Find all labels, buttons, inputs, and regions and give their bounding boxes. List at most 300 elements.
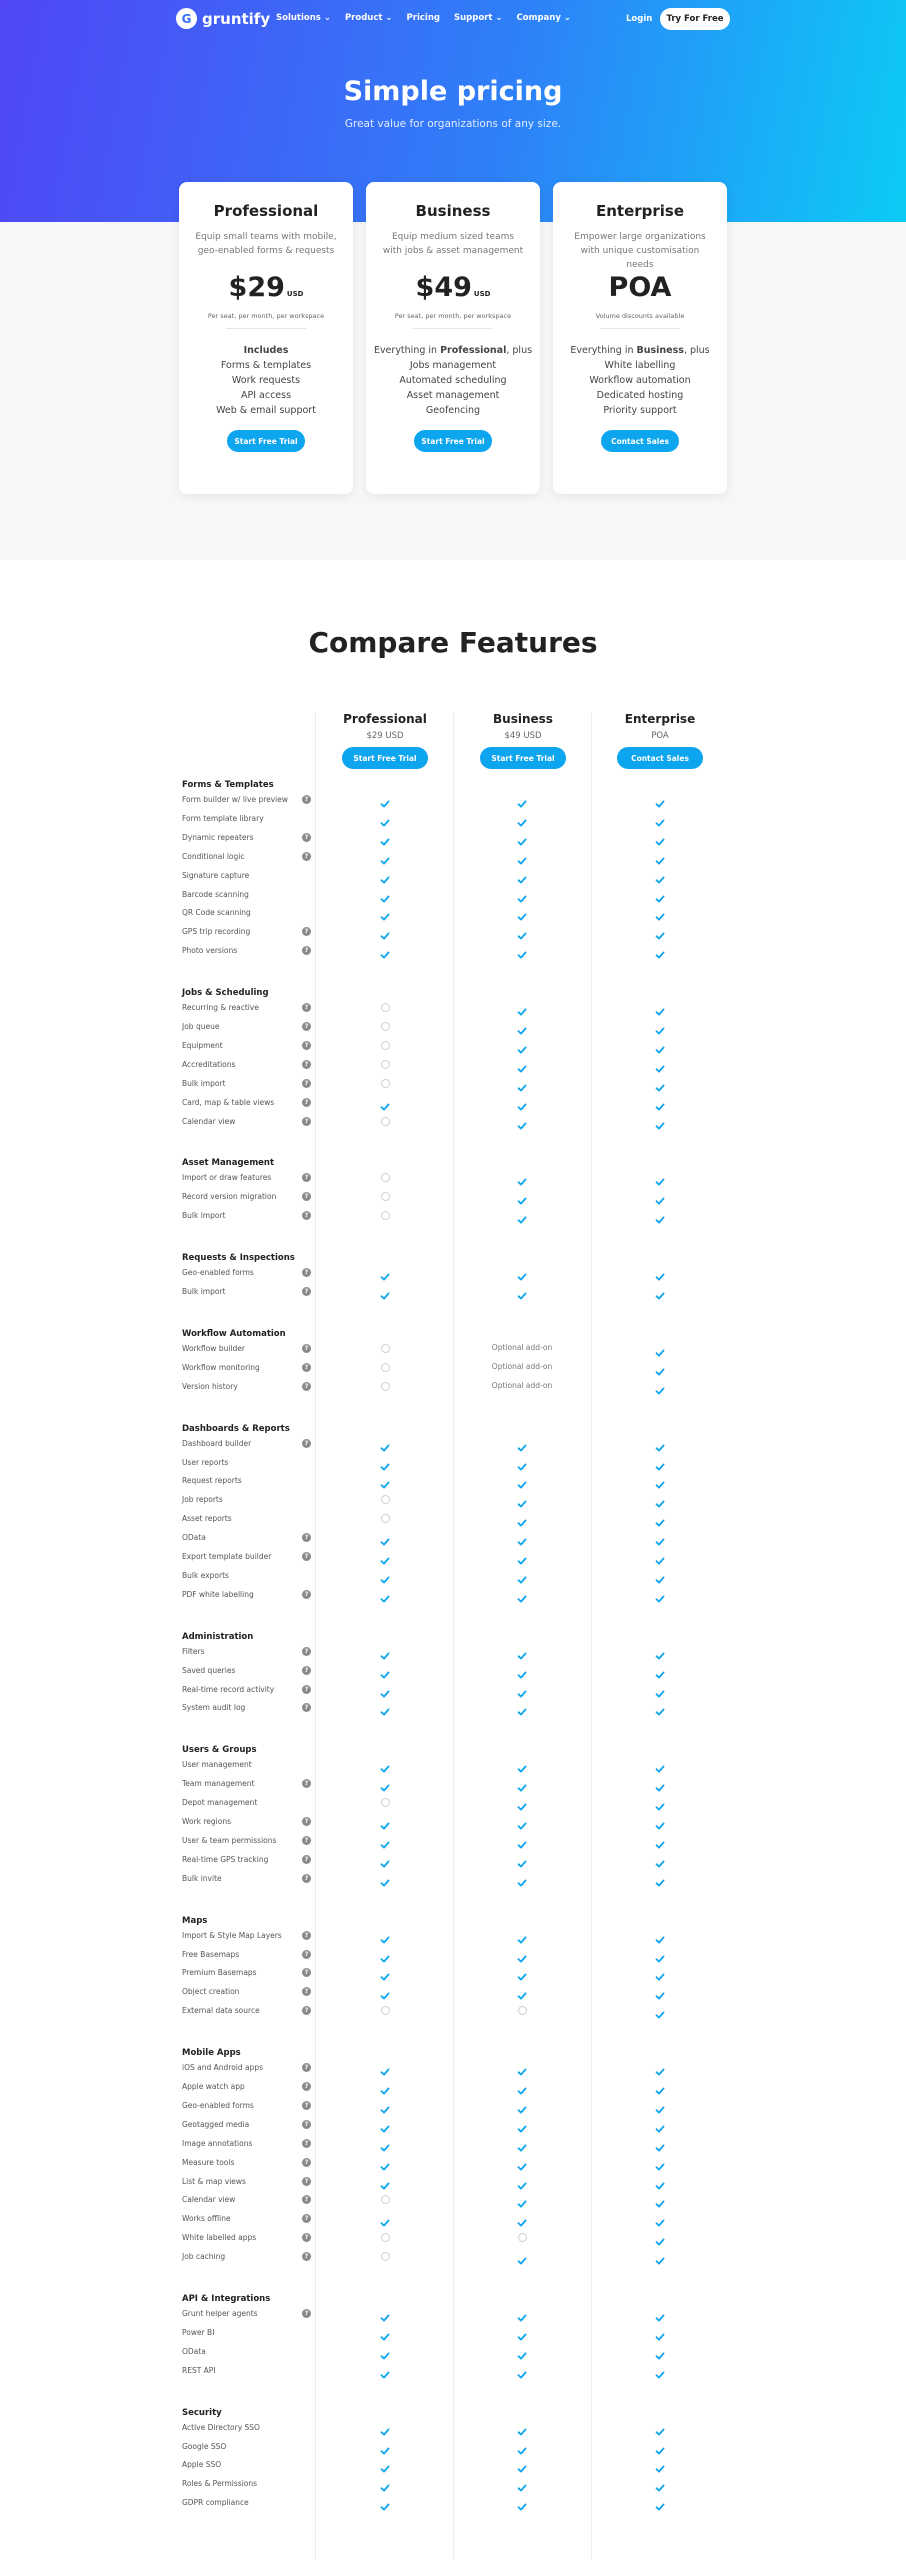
plan-price [366,272,540,306]
check-icon [655,1343,665,1353]
plan-features [553,343,727,418]
check-icon [655,813,665,823]
feature-name: Geotagged media [182,2119,250,2129]
check-icon [517,1986,527,1996]
plan-feature: Jobs management [409,360,497,371]
feature-name: Job caching [182,2252,226,2262]
check-icon [380,870,390,880]
plan-name: Professional [213,202,319,220]
check-icon [655,870,665,880]
help-icon[interactable]: ? [302,1855,311,1864]
check-icon [380,1778,390,1788]
check-icon [517,1967,527,1977]
check-icon [380,832,390,842]
help-icon[interactable]: ? [302,927,311,936]
page-subtitle: Great value for organizations of any size. [344,118,562,130]
feature-name: Calendar view [182,2195,236,2205]
help-icon[interactable]: ? [302,1950,311,1959]
check-icon [517,851,527,861]
help-icon[interactable]: ? [302,1098,311,1107]
check-icon [517,1589,527,1599]
check-icon [655,1702,665,1712]
check-icon [655,2100,665,2110]
help-icon[interactable]: ? [302,1666,311,1675]
check-icon [655,926,665,936]
check-icon [655,1381,665,1391]
help-icon[interactable]: ? [302,2195,311,2204]
plan-card-professional [179,182,353,494]
check-icon [517,2365,527,2375]
check-icon [517,1854,527,1864]
not-included-icon [381,2233,390,2242]
check-icon [517,1097,527,1107]
try-for-free-button[interactable]: Try For Free [660,8,730,30]
menu-company[interactable]: Company ⌄ [516,13,571,23]
section-title: Mobile Apps [182,2048,241,2059]
feature-name: OData [182,1533,206,1543]
plan-feature: Forms & templates [220,360,312,371]
check-icon [655,1362,665,1372]
check-icon [380,1949,390,1959]
not-included-icon [381,1173,390,1182]
feature-name: User & team permissions [182,1835,277,1845]
help-icon[interactable]: ? [302,2233,311,2242]
check-icon [517,2422,527,2432]
check-icon [517,2478,527,2488]
price-note: Volume discounts available [595,312,685,320]
check-icon [655,2213,665,2223]
section-title: Users & Groups [182,1745,257,1756]
feature-name: Object creation [182,1987,240,1997]
check-icon [655,1949,665,1959]
check-icon [517,1286,527,1296]
column-name: Business [493,712,553,726]
check-icon [380,1286,390,1296]
not-included-icon [381,1060,390,1069]
menu-support[interactable]: Support ⌄ [453,13,503,23]
feature-name: Power BI [182,2327,215,2337]
help-icon[interactable]: ? [302,1079,311,1088]
check-icon [517,2346,527,2356]
feature-name: Dynamic repeaters [182,832,254,842]
price-amount: $49 [415,272,472,303]
menu-solutions[interactable]: Solutions ⌄ [276,13,331,23]
plan-description: Empower large organizations with unique customisation needs [574,232,706,270]
feature-name: PDF white labelling [182,1589,254,1599]
feature-name: Works offline [182,2214,231,2224]
help-icon[interactable]: ? [302,1968,311,1977]
check-icon [380,1854,390,1864]
check-icon [517,1267,527,1277]
check-icon [517,945,527,955]
check-icon [380,1551,390,1561]
not-included-icon [381,1022,390,1031]
plan-feature: Everything in Business, plus [570,345,710,356]
check-icon [517,1078,527,1088]
not-included-icon [381,1514,390,1523]
feature-name: Recurring & reactive [182,1003,259,1013]
check-icon [380,2213,390,2223]
not-included-icon [381,1344,390,1353]
check-icon [655,1646,665,1656]
contact-sales-button[interactable]: Contact Sales [601,430,679,452]
feature-name: Measure tools [182,2157,235,2167]
check-icon [655,2422,665,2432]
feature-name: User reports [182,1457,229,1467]
check-icon [655,2251,665,2261]
check-icon [517,1059,527,1069]
feature-name: Google SSO [182,2441,227,2451]
feature-name: User management [182,1760,252,1770]
feature-name: iOS and Android apps [182,2063,264,2073]
help-icon[interactable]: ? [302,2139,311,2148]
check-icon [380,1986,390,1996]
help-icon[interactable]: ? [302,1590,311,1599]
not-included-icon [381,1117,390,1126]
check-icon [380,1816,390,1826]
feature-name: Bulk invite [182,1873,222,1883]
feature-name: Roles & Permissions [182,2479,258,2489]
feature-name: System audit log [182,1703,246,1713]
check-icon [655,1078,665,1088]
plan-name: Enterprise [595,202,685,220]
feature-name: Form template library [182,813,264,823]
brand-logo[interactable] [176,8,270,29]
feature-name: Export template builder [182,1552,272,1561]
not-included-icon [381,2252,390,2261]
not-included-icon [381,1041,390,1050]
feature-name: Team management [182,1779,255,1789]
feature-name: Dashboard builder [182,1438,252,1448]
help-icon[interactable]: ? [302,2252,311,2261]
feature-name: Record version migration [182,1192,277,1202]
help-icon[interactable]: ? [302,1817,311,1826]
column-price: POA [651,731,669,741]
plan-description: Equip medium sized teams with jobs & asset management [382,232,524,256]
check-icon [655,2497,665,2507]
start-free-trial-button[interactable]: Start Free Trial [227,430,305,452]
help-icon[interactable]: ? [302,1647,311,1656]
check-icon [655,2232,665,2242]
check-icon [655,1797,665,1807]
help-icon[interactable]: ? [302,1287,311,1296]
plan-feature: Work requests [231,375,301,386]
optional-addon-label: Optional add-on [491,1380,553,1390]
check-icon [655,1816,665,1826]
feature-name: Real-time GPS tracking [182,1854,269,1864]
plan-feature: Everything in Professional, plus [373,345,533,356]
check-icon [380,1589,390,1599]
divider [600,328,680,329]
start-free-trial-button[interactable]: Start Free Trial [342,747,428,769]
check-icon [517,1684,527,1694]
section-title: Jobs & Scheduling [182,988,269,999]
not-included-icon [381,1495,390,1504]
feature-name: GDPR compliance [182,2498,249,2508]
help-icon[interactable]: ? [302,2082,311,2091]
chevron-down-icon: ⌄ [563,13,571,23]
not-included-icon [381,1211,390,1220]
check-icon [655,1097,665,1107]
feature-name: Photo versions [182,946,238,956]
feature-name: Depot management [182,1798,258,1808]
plan-feature: Dedicated hosting [596,390,684,401]
help-icon[interactable]: ? [302,852,311,861]
help-icon[interactable]: ? [302,1439,311,1448]
compare-column-professional [316,712,454,769]
chevron-down-icon: ⌄ [495,13,503,23]
section-title: Security [182,2407,222,2418]
check-icon [655,1191,665,1201]
plan-feature: White labelling [604,360,676,371]
feature-name: Apple watch app [182,2082,245,2091]
check-icon [380,1759,390,1769]
check-icon [517,1116,527,1126]
check-icon [380,1475,390,1485]
check-icon [655,1665,665,1675]
check-icon [655,1438,665,1448]
feature-name: Active Directory SSO [182,2422,260,2432]
feature-name: GPS trip recording [182,927,251,937]
check-icon [655,1759,665,1769]
help-icon[interactable]: ? [302,1703,311,1712]
check-icon [517,1457,527,1467]
check-icon [655,2138,665,2148]
help-icon[interactable]: ? [302,2177,311,2186]
help-icon[interactable]: ? [302,1041,311,1050]
plan-features [366,343,540,418]
check-icon [655,2478,665,2488]
check-icon [517,1778,527,1788]
optional-addon-label: Optional add-on [491,1342,553,1352]
check-icon [517,2251,527,2261]
divider [413,328,493,329]
check-icon [380,2365,390,2375]
help-icon[interactable]: ? [302,946,311,955]
feature-name: Free Basemaps [182,1949,240,1959]
help-icon[interactable]: ? [302,2063,311,2072]
check-icon [655,1457,665,1467]
check-icon [517,1949,527,1959]
contact-sales-button[interactable]: Contact Sales [617,747,703,769]
check-icon [655,945,665,955]
check-icon [655,1873,665,1883]
feature-name: Work regions [182,1817,232,1826]
help-icon[interactable]: ? [302,1931,311,1940]
feature-name: Filters [182,1646,205,1656]
help-icon[interactable]: ? [302,1211,311,1220]
help-icon[interactable]: ? [302,2214,311,2223]
start-free-trial-button[interactable]: Start Free Trial [414,430,492,452]
feature-name: Barcode scanning [182,889,249,899]
check-icon [380,794,390,804]
check-icon [380,2138,390,2148]
login-link[interactable]: Login [626,14,653,24]
column-price: $49 USD [504,731,542,741]
section-title: Forms & Templates [182,780,274,790]
help-icon[interactable]: ? [302,1363,311,1372]
check-icon [380,926,390,936]
check-icon [655,1475,665,1485]
price-currency: USD [286,290,304,298]
check-icon [655,2308,665,2318]
check-icon [655,1835,665,1845]
help-icon[interactable]: ? [302,1382,311,1391]
plan-feature: API access [240,390,292,401]
not-included-icon [518,2006,527,2015]
feature-name: Saved queries [182,1665,236,1675]
check-icon [517,2459,527,2469]
help-icon[interactable]: ? [302,1533,311,1542]
help-icon[interactable]: ? [302,1022,311,1031]
check-icon [655,1967,665,1977]
plan-description: Equip small teams with mobile, geo-enabled forms & requests [195,232,337,256]
check-icon [517,926,527,936]
feature-name: White labelled apps [182,2233,257,2243]
check-icon [517,794,527,804]
check-icon [380,2422,390,2432]
help-icon[interactable]: ? [302,1987,311,1996]
help-icon[interactable]: ? [302,1836,311,1845]
column-divider [591,712,592,2560]
help-icon[interactable]: ? [302,1779,311,1788]
check-icon [517,813,527,823]
section-title: Maps [182,1915,208,1926]
check-icon [655,1589,665,1599]
feature-name: Request reports [182,1476,242,1486]
check-icon [517,2062,527,2072]
price-amount: $29 [228,272,285,303]
feature-name: Equipment [182,1040,223,1050]
check-icon [517,2194,527,2204]
check-icon [517,2081,527,2091]
section-title: Workflow Automation [182,1328,286,1339]
check-icon [380,2441,390,2451]
check-icon [380,1930,390,1940]
help-icon[interactable]: ? [302,795,311,804]
help-icon[interactable]: ? [302,2120,311,2129]
not-included-icon [381,1382,390,1391]
feature-name: Accreditations [182,1059,236,1069]
feature-name: Grunt helper agents [182,2309,258,2318]
top-nav [176,8,730,40]
check-icon [655,1551,665,1561]
check-icon [517,1210,527,1220]
help-icon[interactable]: ? [302,2158,311,2167]
check-icon [517,2308,527,2318]
check-icon [655,1059,665,1069]
help-icon[interactable]: ? [302,1344,311,1353]
plan-price [179,272,353,306]
check-icon [380,1835,390,1845]
feature-name: Workflow builder [182,1343,245,1353]
feature-name: Import or draw features [182,1173,272,1183]
help-icon[interactable]: ? [302,2101,311,2110]
check-icon [517,2441,527,2451]
plan-card-enterprise [553,182,727,494]
column-name: Professional [343,712,427,726]
help-icon[interactable]: ? [302,1003,311,1012]
check-icon [517,1930,527,1940]
help-icon[interactable]: ? [302,1173,311,1182]
not-included-icon [381,1079,390,1088]
help-icon[interactable]: ? [302,1268,311,1277]
plan-feature: Priority support [603,405,677,416]
check-icon [380,851,390,861]
check-icon [517,2213,527,2223]
feature-name: REST API [182,2365,216,2375]
help-icon[interactable]: ? [302,1552,311,1561]
check-icon [517,2497,527,2507]
check-icon [380,2497,390,2507]
help-icon[interactable]: ? [302,1060,311,1069]
feature-name: Form builder w/ live preview [182,795,289,804]
check-icon [655,2062,665,2072]
plan-feature: Automated scheduling [399,375,507,386]
check-icon [517,1570,527,1580]
help-icon[interactable]: ? [302,2006,311,2015]
plan-feature: Workflow automation [589,375,691,386]
help-icon[interactable]: ? [302,1685,311,1694]
column-price: $29 USD [366,731,404,741]
help-icon[interactable]: ? [302,2309,311,2318]
check-icon [517,1551,527,1561]
menu-pricing[interactable]: Pricing [406,13,440,23]
check-icon [380,1267,390,1277]
feature-name: Bulk import [182,1287,226,1296]
help-icon[interactable]: ? [302,1117,311,1126]
brand-name: gruntify [202,9,271,28]
check-icon [517,1759,527,1769]
check-icon [380,1457,390,1467]
menu-product[interactable]: Product ⌄ [344,13,393,23]
check-icon [655,1286,665,1296]
check-icon [655,1002,665,1012]
check-icon [655,2157,665,2167]
compare-column-business [454,712,592,769]
check-icon [380,889,390,899]
plan-features [179,343,353,418]
check-icon [517,1002,527,1012]
check-icon [655,1021,665,1031]
check-icon [380,2157,390,2167]
check-icon [655,2441,665,2451]
check-icon [517,1532,527,1542]
check-icon [655,1172,665,1182]
feature-name: Job reports [182,1495,223,1505]
feature-name: Premium Basemaps [182,1968,257,1978]
plan-feature: Geofencing [425,405,481,416]
check-icon [655,1854,665,1864]
start-free-trial-button[interactable]: Start Free Trial [480,747,566,769]
not-included-icon [381,1003,390,1012]
check-icon [380,2308,390,2318]
check-icon [517,1021,527,1031]
chevron-down-icon: ⌄ [385,13,393,23]
compare-title: Compare Features [308,626,598,659]
check-icon [655,889,665,899]
help-icon[interactable]: ? [302,833,311,842]
check-icon [380,2346,390,2356]
help-icon[interactable]: ? [302,1192,311,1201]
not-included-icon [381,1798,390,1807]
help-icon[interactable]: ? [302,1874,311,1883]
gruntify-logo-icon: G [176,8,197,29]
check-icon [517,1702,527,1712]
price-note: Per seat, per month, per workspace [394,312,512,320]
check-icon [655,2176,665,2186]
check-icon [380,2478,390,2488]
